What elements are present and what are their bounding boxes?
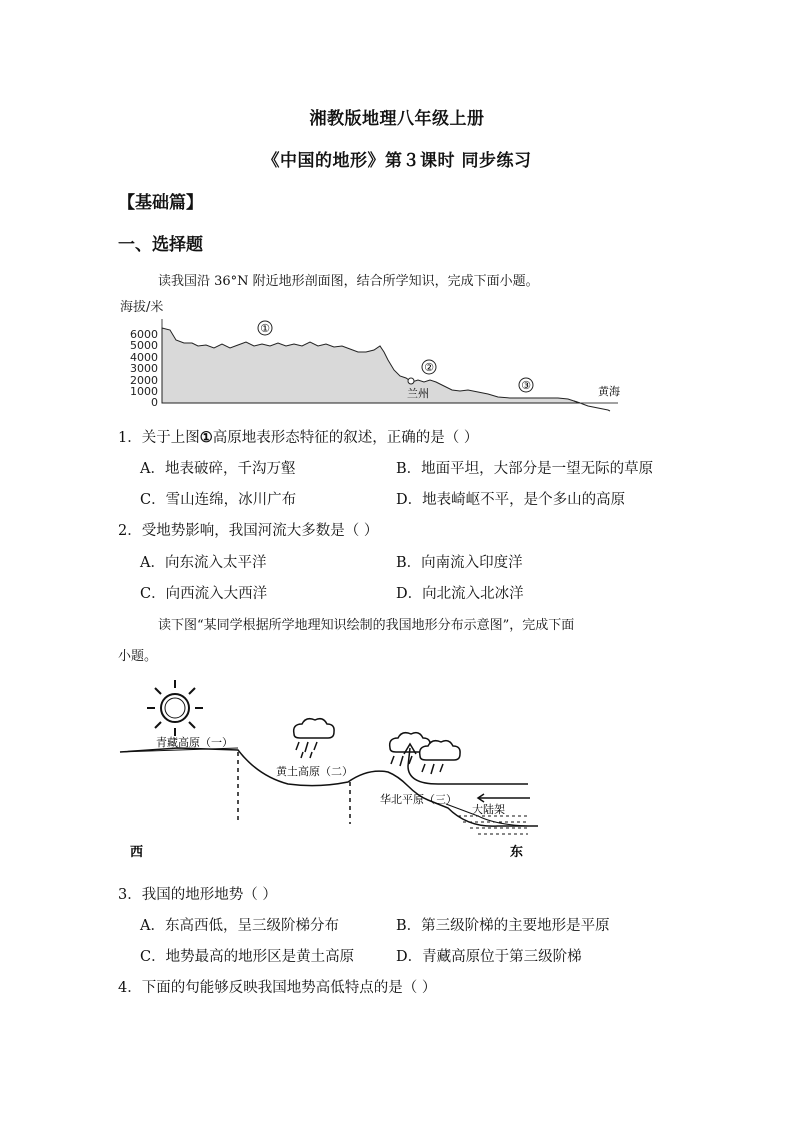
q2-option-c: C．向西流入大西洋 [140,586,268,602]
q3-option-c: C．地势最高的地形区是黄土高原 [140,949,355,965]
intro-text-2: 读下图“某同学根据所学地理知识绘制的我国地形分布示意图”，完成下面 [158,618,575,633]
ytick-4000: 4000 [130,351,158,364]
rain-cloud-icon-3 [420,741,460,774]
q2-option-b: B．向南流入印度洋 [396,555,523,571]
intro-text-1: 读我国沿 36°N 附近地形剖面图，结合所学知识，完成下面小题。 [158,274,539,289]
question-3: 3．我国的地形地势（ ） [118,887,277,903]
label-west: 西 [130,845,144,860]
question-4: 4．下面的句能够反映我国地势高低特点的是（ ） [118,980,437,996]
sun-icon [147,680,203,736]
ytick-6000: 6000 [130,328,158,341]
ytick-0: 0 [151,396,158,409]
terrain-profile-figure [118,294,628,416]
label-huangtu: 黄土高原（二） [276,765,353,778]
q3-option-a: A．东高西低，呈三级阶梯分布 [140,918,339,934]
q2-option-a: A．向东流入太平洋 [140,555,267,571]
profile-mark-1: ① [260,322,270,335]
rain-cloud-icon-1 [294,719,334,758]
terrain-sketch-figure [118,676,548,862]
lanzhou-dot [408,378,414,384]
question-1: 1．关于上图①高原地表形态特征的叙述，正确的是（ ） [118,429,479,446]
q1-option-c: C．雪山连绵，冰川广布 [140,492,297,508]
ytick-1000: 1000 [130,385,158,398]
part-title: 一、选择题 [118,235,203,255]
label-huabei: 华北平原（三） [380,793,457,806]
profile-ylabel: 海拔/米 [120,300,164,315]
profile-mark-3: ③ [521,379,531,392]
ytick-5000: 5000 [130,339,158,352]
question-2: 2．受地势影响，我国河流大多数是（ ） [118,523,379,539]
q1-option-b: B．地面平坦，大部分是一望无际的草原 [396,461,654,477]
place-lanzhou: 兰州 [407,387,429,400]
q1-option-d: D．地表崎岖不平，是个多山的高原 [396,492,626,508]
terrain-profile-area [162,328,580,403]
intro-text-2b: 小题。 [118,649,158,664]
place-yellow-sea: 黄海 [598,385,620,398]
label-qingzang: 青藏高原（一） [156,736,233,749]
page-subtitle: 《中国的地形》第３课时 同步练习 [262,151,532,171]
ytick-3000: 3000 [130,362,158,375]
label-shelf: 大陆架 [472,803,505,816]
page-title: 湘教版地理八年级上册 [309,109,485,129]
profile-mark-2: ② [424,361,434,374]
q2-option-d: D．向北流入北冰洋 [396,586,524,602]
ytick-2000: 2000 [130,374,158,387]
label-east: 东 [510,845,524,860]
section-label: 【基础篇】 [118,193,203,213]
q1-option-a: A．地表破碎，千沟万壑 [140,461,296,477]
q3-option-b: B．第三级阶梯的主要地形是平原 [396,918,610,934]
q3-option-d: D．青藏高原位于第三级阶梯 [396,949,582,965]
